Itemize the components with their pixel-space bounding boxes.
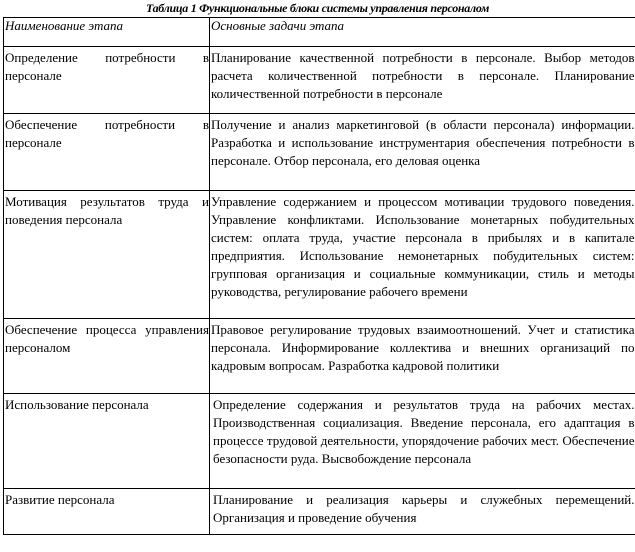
tasks-cell: Планирование и реализация карьеры и служебных перемещений. Организация и проведение обучения bbox=[210, 489, 635, 535]
stage-name-cell: Обеспечение потребности в персонале bbox=[4, 114, 210, 191]
table-row bbox=[4, 114, 635, 191]
stage-name-cell: Обеспечение процесса управления персоналом bbox=[4, 319, 210, 394]
tasks-cell: Управление содержанием и процессом мотивации трудового поведения. Управление конфликтами. Использование монетарных побудительных систем: оплата труда, участие персонала в прибылях и в капитале предприятия. Использование немонетарных побудительных систем: групповая организация и социальные коммуникации, стиль и методы руководства, регулирование рабочего времени bbox=[210, 191, 635, 319]
header-main-tasks: Основные задачи этапа bbox=[210, 18, 635, 47]
table-row bbox=[4, 191, 635, 319]
table-row bbox=[4, 47, 635, 114]
functional-blocks-table bbox=[3, 17, 635, 535]
stage-name-cell: Мотивация результатов труда и поведения персонала bbox=[4, 191, 210, 319]
header-stage-name: Наименование этапа bbox=[4, 18, 210, 47]
table-row bbox=[4, 394, 635, 489]
tasks-cell: Планирование качественной потребности в персонале. Выбор методов расчета количественной потребности в персонале. Планирование количественной потребности в персонале bbox=[210, 47, 635, 114]
table-caption: Таблица 1 Функциональные блоки системы управления персоналом bbox=[146, 1, 489, 15]
stage-name-cell: Развитие персонала bbox=[4, 489, 210, 535]
stage-name-cell: Определение потребности в персонале bbox=[4, 47, 210, 114]
table-header-row bbox=[4, 18, 635, 47]
stage-name-cell: Использование персонала bbox=[4, 394, 210, 489]
table-row bbox=[4, 319, 635, 394]
tasks-cell: Получение и анализ маркетинговой (в области персонала) информации. Разработка и использование инструментария обеспечения потребности в персонале. Отбор персонала, его деловая оценка bbox=[210, 114, 635, 191]
tasks-cell: Правовое регулирование трудовых взаимоотношений. Учет и статистика персонала. Информирование коллектива и внешних организаций по кадровым вопросам. Разработка кадровой политики bbox=[210, 319, 635, 394]
tasks-cell: Определение содержания и результатов труда на рабочих местах. Производственная социализация. Введение персонала, его адаптация в процессе трудовой деятельности, упорядочение рабочих мест. Обеспечение безопасности руда. Высвобождение персонала bbox=[210, 394, 635, 489]
table-row bbox=[4, 489, 635, 535]
